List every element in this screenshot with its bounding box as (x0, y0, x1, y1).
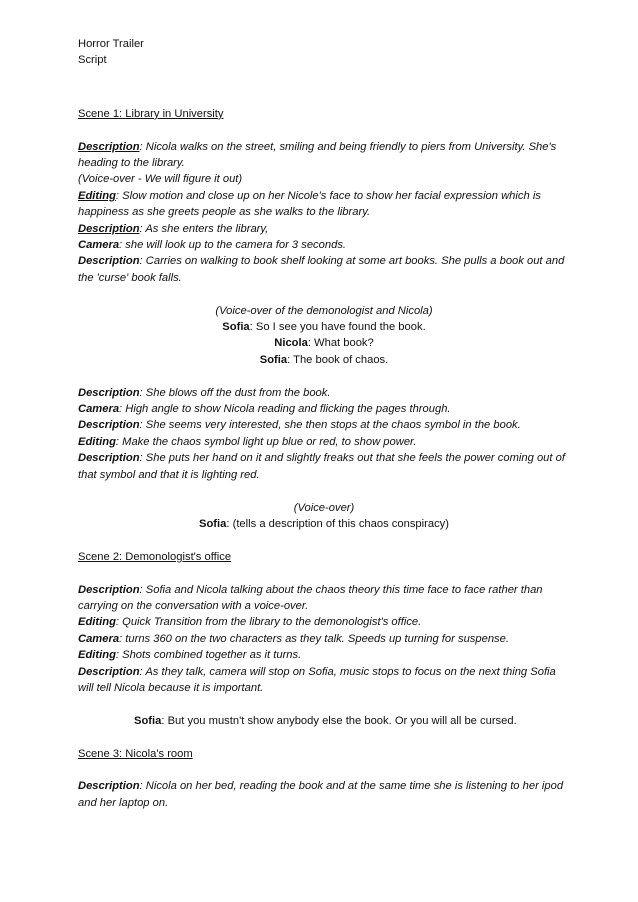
header-subtitle: Script (78, 54, 107, 67)
scene-2-camera-1: Camera: turns 360 on the two characters as they talk. Speeds up turning for suspense. (78, 632, 509, 645)
header-title: Horror Trailer (78, 38, 144, 50)
scene-1-description-4: Description: She blows off the dust from the book. (78, 386, 331, 399)
scene-1-camera-1: Camera: she will look up to the camera for 3 seconds. (78, 239, 347, 252)
dialog-line: Sofia: But you mustn't show anybody else the book. Or you will all be cursed. (134, 714, 517, 727)
dialog-line: Nicola: What book? (274, 337, 374, 350)
scene-3-description-1: Description: Nicola on her bed, reading the book and at the same time she is listening to her ipod and her laptop on. (78, 780, 564, 809)
document-header (78, 36, 570, 69)
scene-1-dialog-intro: (Voice-over of the demonologist and Nicola) (215, 304, 433, 317)
dialog-line: Sofia: The book of chaos. (259, 353, 389, 366)
scene-1-voiceover-note: (Voice-over - We will figure it out) (78, 173, 243, 186)
dialog-line: Sofia: So I see you have found the book. (222, 321, 426, 334)
dialog-line: Sofia: (tells a description of this chaos conspiracy) (199, 517, 449, 530)
scene-2-description-2: Description: As they talk, camera will stop on Sofia, music stops to focus on the next thing Sofia will tell Nicola because it is important. (78, 665, 556, 694)
scene-1-description-2: Description: As she enters the library, (78, 222, 269, 235)
scene-1-editing-2: Editing: Make the chaos symbol light up blue or red, to show power. (78, 435, 417, 448)
scene-1-description-1: Description: Nicola walks on the street, smiling and being friendly to piers from University. She's heading to the library. (78, 140, 557, 170)
scene-2-heading: Scene 2: Demonologist's office (78, 550, 232, 563)
scene-1-camera-2: Camera: High angle to show Nicola reading and flicking the pages through. (78, 403, 451, 416)
scene-1-description-6: Description: She puts her hand on it and slightly freaks out that she feels the power coming out of that symbol and that it is lighting red. (78, 452, 565, 481)
scene-1-description-5: Description: She seems very interested, she then stops at the chaos symbol in the book. (78, 419, 521, 432)
scene-1-description-3: Description: Carries on walking to book shelf looking at some art books. She pulls a book out and the 'curse' book falls. (78, 255, 565, 284)
scene-1-voiceover-2: (Voice-over) (293, 501, 355, 514)
scene-1-editing-1: Editing: Slow motion and close up on her Nicole's face to show her facial expression which is happiness as she greets people as she walks to the library. (78, 189, 541, 219)
scene-1-heading: Scene 1: Library in University (78, 107, 224, 120)
scene-2-editing-1: Editing: Quick Transition from the library to the demonologist's office. (78, 616, 422, 629)
scene-3-heading: Scene 3: Nicola's room (78, 747, 193, 760)
scene-2-description-1: Description: Sofia and Nicola talking about the chaos theory this time face to face rather than carrying on the conversation with a voice-over. (78, 583, 543, 612)
script-page (78, 36, 570, 811)
scene-2-editing-2: Editing: Shots combined together as it turns. (78, 649, 302, 662)
